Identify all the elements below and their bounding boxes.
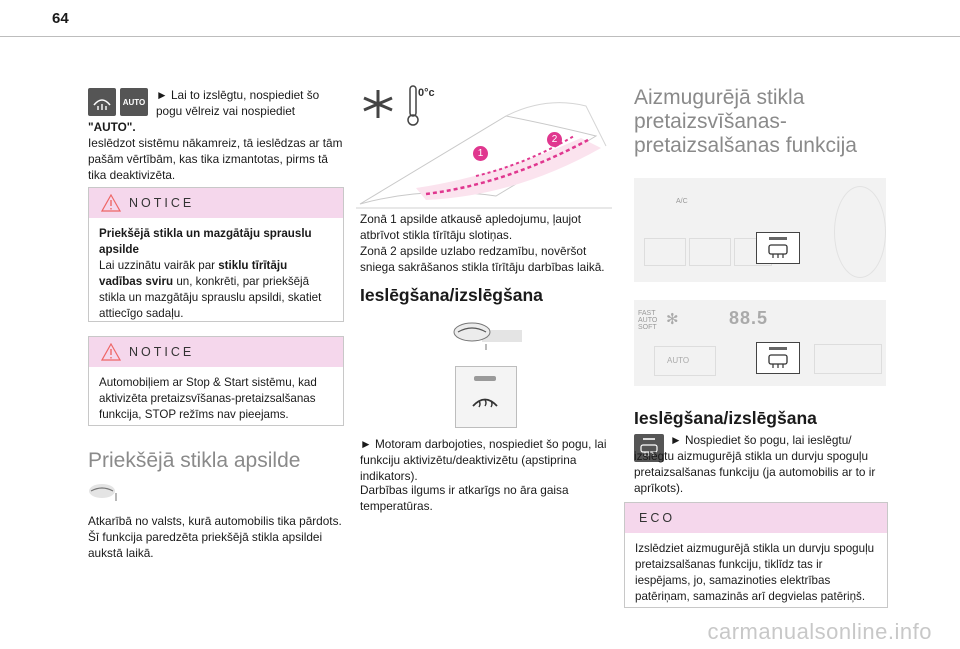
auto-button-label: AUTO: [667, 356, 690, 365]
step1-text: ► Lai to izslēgtu, nospiediet šo pogu vēlreiz vai nospiediet: [156, 88, 320, 118]
section-title-rear-line3: pretaizsalšanas funkcija: [634, 134, 857, 157]
zones-text-1: Zonā 1 apsilde atkausē apledojumu, ļaujot atbrīvot stikla tīrītāju slotiņas.: [360, 212, 582, 242]
windscreen-heat-icon: [470, 391, 500, 415]
soft-label: SOFT: [638, 324, 657, 331]
notice-text-bold: stiklu tīrītāju vadības sviru: [99, 259, 288, 288]
ac-label: A/C: [676, 198, 688, 205]
auto-button-icon: AUTO: [120, 88, 148, 116]
rear-window-heat-icon: [767, 353, 789, 369]
eco-body: Izslēdziet aizmugurējā stikla un durvju spoguļu pretaizsalšanas funkciju, tiklīdz tas ir iespējams, jo, samazinoties elektrības patēriņam, samazinās arī degvielas patēriņš.: [635, 542, 875, 603]
windscreen-zones-illustration: [356, 76, 612, 215]
section-title-rear-line1: Aizmugurējā stikla: [634, 86, 805, 109]
control-panel-1: [634, 178, 886, 282]
windscreen-heat-icon: [88, 88, 116, 116]
panel-button: [644, 238, 686, 266]
auto-label: AUTO: [638, 317, 658, 324]
section-body-windscreen: Atkarībā no valsts, kurā automobilis tika pārdots. Šī funkcija paredzēta priekšējā stikla apsildei aukstā laikā.: [88, 514, 342, 560]
duration-text: Darbības ilgums ir atkarīgs no āra gaisa temperatūras.: [360, 483, 569, 513]
page-number: 64: [52, 10, 69, 27]
watermark: carmanualsonline.info: [707, 619, 932, 644]
zones-text-2: Zonā 2 apsilde uzlabo redzamību, novēršot sniega sakrāšanos stikla tīrītāju darbības laikā.: [360, 244, 605, 274]
notice-text-a: Lai uzzinātu vairāk par: [99, 259, 219, 272]
notice-body: Automobiļiem ar Stop & Start sistēmu, kad aktivizēta pretaizsvīšanas-pretaizsalšanas funkcija, STOP režīms nav pieejams.: [99, 376, 317, 421]
temperature-label: 0°c: [418, 87, 435, 99]
step1-auto: "AUTO".: [88, 120, 136, 134]
header-rule: [0, 36, 960, 37]
rear-window-heat-icon: [767, 243, 789, 259]
fan-icon: ✻: [666, 311, 679, 328]
notice-label: NOTICE: [129, 196, 195, 210]
notice-box-1: [88, 187, 344, 322]
notice-text-b: un, konkrēti, par priekšējā stikla un mazgātāju sprauslu apsildi, skatiet attiecīgo sadaļu.: [99, 275, 322, 320]
auto-button[interactable]: [654, 346, 716, 376]
rear-defrost-button[interactable]: [756, 342, 800, 374]
control-panel-2: [634, 300, 886, 386]
notice-box-2: [88, 336, 344, 426]
indicator-light: [769, 237, 787, 240]
fast-label: FAST: [638, 310, 656, 317]
subtitle-on-off-rear: Ieslēgšana/izslēgšana: [634, 408, 817, 428]
rotary-knob: [834, 186, 886, 278]
section-title-windscreen: Priekšējā stikla apsilde: [88, 449, 301, 472]
warning-icon: [101, 343, 121, 361]
eco-box: [624, 502, 888, 608]
zone-1-marker: 1: [473, 146, 488, 161]
section-title-rear-line2: pretaizsvīšanas-: [634, 110, 787, 133]
temperature-display: 88.5: [729, 308, 769, 328]
step-text: ► Motoram darbojoties, nospiediet šo pogu, lai funkciju aktivizētu/deaktivizētu (apstiprina indikators).: [360, 437, 607, 483]
notice-heading: Priekšējā stikla un mazgātāju sprauslu apsilde: [99, 227, 312, 256]
notice-label: NOTICE: [129, 345, 195, 359]
subtitle-on-off: Ieslēgšana/izslēgšana: [360, 285, 543, 305]
rear-defrost-button[interactable]: [756, 232, 800, 264]
eco-label: ECO: [639, 511, 676, 525]
warning-icon: [101, 194, 121, 212]
panel-button: [689, 238, 731, 266]
steering-column-icon: [88, 481, 120, 508]
indicator-light: [769, 347, 787, 350]
zone-2-marker: 2: [547, 132, 562, 147]
step1-note: Ieslēdzot sistēmu nākamreiz, tā ieslēdzas ar tām pašām vērtībām, kas tika izmantotas, pirms tā tika deaktivizēta.: [88, 136, 343, 182]
rear-step-text: ► Nospiediet šo pogu, lai ieslēgtu/ izslēgtu aizmugurējā stikla un durvju spoguļu pretaizsalšanas funkciju (ja automobilis ar to ir aprīkots).: [634, 433, 876, 495]
indicator-light: [474, 376, 496, 381]
panel-button: [814, 344, 882, 374]
steering-column-icon: [452, 318, 524, 357]
windscreen-heat-button[interactable]: [455, 366, 517, 428]
